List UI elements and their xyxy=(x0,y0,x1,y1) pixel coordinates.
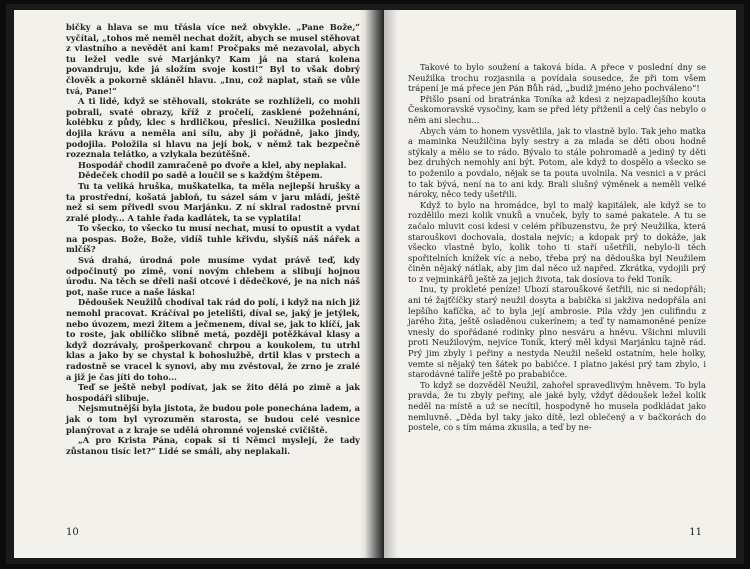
left-page xyxy=(14,10,374,558)
paragraph: Inu, ty prokleté peníze! Ubozí starouškové šetřili, nic si nedopřáli; ani té žajťčíčky starý neužil dosyta a babička si jakživa nedopřála ani lepšího kafíčka, ač to byla její ambrosie. Pila vždy jen culifindu z jarého žita, ještě osladěnou cukerínem; a teď ty namamoněné peníze vnesly do spořádané rodinky plno nesváru a hněvu. Všichni mluvili proti Neužilovým, nejvíce Toník, který měl kdysi Marjánku tajně rád. Prý jim zbyly i peřiny a nestyda Neužil nešekl ostatním, hele holky, vemte si nějaký ten šátek po babičce. I platno jakési prý tam zbylo, i starodávné talíře ještě po prababičce. xyxy=(408,284,706,380)
right-page xyxy=(384,10,736,558)
paragraph: Takové to bylo soužení a taková bída. A přece v poslední dny se Neužilka trochu rozjasnila a povídala sousedce, že při tom všem trápení je má přece jen Pán Bůh rád, „budiž jméno jeho pochváleno“! xyxy=(408,62,706,94)
paragraph: „A pro Krista Pána, copak si ti Němci myslejí, že tady zůstanou tisíc let?“ Lidé se smáli, aby neplakali. xyxy=(66,435,360,456)
book-spread xyxy=(6,4,744,564)
left-page-text xyxy=(66,22,360,456)
book-gutter xyxy=(366,10,384,558)
paragraph: To když se dozvěděl Neužil, zahořel spravedlivým hněvem. To byla pravda, že tu zbyly peřiny, ale jaké byly, vždyť dědoušek ležel kolik neděl na místě a už se necítil, hospodyně ho musela podkládat jako nemluvně. „Děda byl taky jako dítě, lezl oblečený a v bačkorách do postele, co s tím máma zkusila, a teď by ne- xyxy=(408,379,706,433)
paragraph: Abych vám to honem vysvětlila, jak to vlastně bylo. Tak jeho matka a maminka Neužilčina byly sestry a za mlada se děti obou hodně stýkaly a mělo se to rádo. Bývalo to stále pohromadě a jediný ty děti bez druhých nemohly ani být. Potom, ale když to dospělo a všecko se to poženilo a povdalo, nějak se ta pouta uvolnila. Na vesnici a v práci to tak bývá, není na to ani kdy. Brali slušný výměnek a neměli velké nároky, něco tedy ušetřili. xyxy=(408,125,706,200)
paragraph: Teď se ještě nebyl podívat, jak se žito dělá po zimě a jak hospodáři slibuje. xyxy=(66,382,360,403)
right-page-text xyxy=(408,62,706,433)
paragraph: Dědeček chodil po sadě a loučil se s každým štěpem. xyxy=(78,170,323,181)
paragraph: A ti lidé, když se stěhovali, stokráte se rozhlíželi, co mohli pobrali, svaté obrazy, kříž z pročelí, zasklené požehnání, kolébku z půdy, klec s hrdličkou, přeslici. Neužilka poslední dojila krávu a neměla ani sílu, aby ji pořádně, jako jindy, podojila. Položila si hlavu na její bok, v němž tak bezpečně rozeznala telátko, a vzlykala bezútěšně. xyxy=(66,96,360,160)
paragraph: Tu ta veliká hruška, muškatelka, ta měla nejlepší hrušky a ta prostřední, košatá jabloň, tu sázel sám v jaru mládí, ještě než si sem přivedl svou Marjánku. Z ní sklral radostně první zralé plody... A tahle řada kadlátek, ta se vyplatila! xyxy=(66,180,360,223)
paragraph: Svá drahá, úrodná pole musíme vydat právě teď, kdy odpočinutý po zimě, voní novým chlebem a slibují hojnou úrodu. Na těch se dřeli naši otcové i dědečkové, je na nich náš pot, naše ruce a naše láska! xyxy=(66,255,360,297)
paragraph: Dědoušek Neužilů chodíval tak rád do polí, i když na nich již nemohl pracovat. Kráčíval po jetelišti, díval se, jaký je jetýlek, nebo úvozem, mezi žitem a ječmenem, díval se, jak to klíčí, jak to roste, jak obilíčko slibně metá, později potěžkával klasy a když dozrávaly, prošperkovanč chrpou a koukolem, tu utrhl klas a jako by se chystal k bohoslužbě, drtil klas v prstech a radostně se vracel k synovi, aby mu zvěstoval, že zrno je zralé a již je čas jíti do toho... xyxy=(66,297,360,382)
paragraph: bičky a hlava se mu třásla více než obvykle. „Pane Bože,“ vyčítal, „tohos mě neměl nechat dožít, abych se musel stěhovat z vlastního a nevědět ani kam! Pročpaks mě nezavolal, abych tu ležel vedle své Marjánky? Kam já na stará kolena povandruju, kde já složím svoje kosti!“ Byl to však dobrý člověk a pokorně skláněl hlavu. „Inu, což naplat, staň se vůle tvá, Pane!“ xyxy=(66,22,360,96)
paragraph: To všecko, to všecko tu musí nechat, musí to opustit a vydat na pospas. Bože, Bože, vidíš tuhle křivdu, slyšíš náš nářek a mlčíš? xyxy=(66,223,360,255)
paragraph: Přišlo psaní od bratránka Toníka až kdesi z nejzapadlejšího kouta Českomoravské vysočiny, kam se před léty přiženil a celý čas nebylo o něm ani slechu... xyxy=(408,93,706,125)
paragraph: Hospodář chodil zamračeně po dvoře a klel, aby neplakal. xyxy=(78,159,347,170)
page-number-right: 11 xyxy=(689,527,702,538)
paragraph: Nejsmutnější byla jistota, že budou pole ponechána ladem, a jak o tom byl vyrozuměn starosta, se budou celé vesnice planýrovat a z kraje se udělá ohromné vojenské cvičiště. xyxy=(66,403,360,435)
paragraph: Když to bylo na hromádce, byl to malý kapitálek, ale když se to rozdělilo mezi kolik vnuků a vnuček, byly to samé pakatele. A tu se začalo mluvit cosi kdesi v celém příbuzenstvu, že prý Neužilka, která starouškovi dochovala, dostala nejvíc; a kdopak prý to dokáže, jak všecko vlastně bylo, kolik toho ti staří ušetřili, nebylo-li těch spořitelních knížek víc a nebo, třeba prý na dědouška byl Neužilem činěn nějaký nátlak, aby jim dal něco už napřed. Zkrátka, vydojili prý to z vejminkářů ještě za jejich života, tak dosíova to řekl Toník. xyxy=(408,199,706,284)
page-number-left: 10 xyxy=(66,527,79,538)
